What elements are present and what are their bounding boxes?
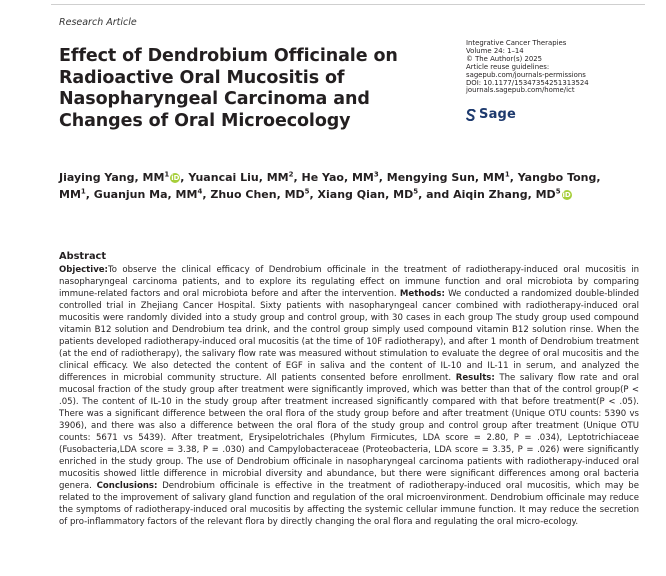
- author-name: He Yao, MM: [301, 171, 374, 184]
- conclusions-text: Dendrobium officinale is effective in the treatment of radiotherapy-induced oral mucositis, which may be related to the improvement of salivary gland function and regulation of the oral microenvironment. Dendrobium officinale may reduce the symptoms of radiotherapy-induced oral mucositis by affecting the systemic cellular immune function. It may reduce the secretion of pro-inflammatory factors of the relevant flora by directly changing the oral flora and regulating the oral micro-ecology.: [59, 481, 639, 527]
- journal-volume: Volume 24: 1–14: [466, 46, 524, 55]
- affiliation-number: 4: [197, 186, 203, 195]
- author-name: Yangbo Tong, MM: [59, 171, 601, 201]
- author-name: and Aiqin Zhang, MD: [426, 187, 556, 201]
- abstract-heading: Abstract: [59, 251, 107, 262]
- affiliation-number: 5: [304, 186, 310, 195]
- author-separator: ,: [180, 171, 189, 184]
- article-title: Effect of Dendrobium Officinale on Radioactive Oral Mucositis of Nasopharyngeal Carcinoma and Changes of Oral Microecology: [59, 46, 398, 131]
- author-list: [59, 170, 619, 203]
- author-entry: [318, 188, 427, 201]
- journal-name: Integrative Cancer Therapies: [466, 39, 567, 47]
- author-separator: ,: [509, 171, 518, 184]
- affiliation-number: 5: [413, 186, 419, 195]
- journal-homepage-link[interactable]: journals.sagepub.com/home/ict: [466, 86, 575, 95]
- publisher-name: Sage: [479, 107, 517, 122]
- permissions-link[interactable]: sagepub.com/journals-permissions: [466, 70, 586, 79]
- author-separator: ,: [309, 187, 318, 201]
- affiliation-number: 2: [288, 170, 294, 179]
- author-entry: [426, 188, 571, 201]
- affiliation-number: 5: [555, 186, 561, 195]
- affiliation-number: 1: [80, 186, 86, 195]
- author-separator: ,: [418, 187, 427, 201]
- author-separator: ,: [85, 187, 94, 201]
- author-entry: [59, 171, 188, 184]
- author-name: Zhuo Chen, MD: [210, 187, 305, 201]
- methods-text: We conducted a randomized double-blinded controlled trial in Zhejiang Cancer Hospital. Sixty patients with nasopharyngeal cancer combined with radiotherapy-induced oral mucositis were randomly divided into a study group and control group, with 30 cases in each group The study group used compound vitamin B12 solution and Dendrobium tea drink, and the control group simply used compound vitamin B12 solution rinse. When the patients developed radiotherapy-induced oral mucositis (at the time of 10F radiotherapy), and after 1 month of Dendrobium treatment (at the end of radiotherapy), the salivary flow rate was measured without stimulation to evaluate the degree of oral mucositis and the clinical efficacy. We also detected the content of EGF in saliva and the content of IL-10 and IL-11 in serum, and analyzed the differences in microbial community structure. All patients consented before enrollment.: [59, 289, 640, 383]
- results-label: Results:: [455, 373, 495, 383]
- doi-link[interactable]: DOI: 10.1177/15347354251313524: [466, 78, 589, 87]
- section-label: Research Article: [59, 17, 137, 28]
- author-separator: ,: [293, 171, 302, 184]
- author-separator: ,: [378, 171, 387, 184]
- conclusions-label: Conclusions:: [96, 481, 158, 491]
- author-name: Yuancai Liu, MM: [188, 171, 289, 184]
- reuse-label: Article reuse guidelines:: [466, 62, 550, 71]
- objective-text: To observe the clinical efficacy of Dendrobium officinale in the treatment of radiotherapy-induced oral mucositis in nasopharyngeal carcinoma patients, and to explore its regulating effect on immune function and oral microbiota by comparing immune-related factors and oral microbiota before and after the intervention.: [59, 265, 639, 299]
- orcid-icon[interactable]: iD: [562, 190, 571, 199]
- publisher-logo: [466, 107, 516, 122]
- author-name: Mengying Sun, MM: [386, 171, 505, 184]
- author-entry: [387, 171, 518, 184]
- author-entry: [94, 188, 211, 201]
- abstract-body: [59, 264, 639, 528]
- affiliation-number: 1: [504, 170, 510, 179]
- journal-metadata: [466, 40, 589, 95]
- author-name: Xiang Qian, MD: [317, 187, 414, 201]
- top-rule: [51, 4, 645, 5]
- orcid-icon[interactable]: iD: [171, 174, 180, 182]
- results-text: The salivary flow rate and oral mucosal fraction of the study group after treatment were significantly improved, which was better than that of the control group(P < .05). The content of IL-10 in the study group after treatment increased significantly compared with that before treatment(P < .05). There was a significant difference between the oral flora of the study group before and after treatment (Unique OTU counts: 5390 vs 3906), and there was also a difference between the oral flora of the study group and control group after treatment (Unique OTU counts: 5671 vs 5439). After treatment, Erysipelotrichales (Phylum Firmicutes, LDA score = 2.80, P = .034), Leptotrichiaceae (Fusobacteria,LDA score = 3.38, P = .030) and Campylobacteraceae (Proteobacteria, LDA score = 3.35, P = .026) were significantly enriched in the study group. The use of Dendrobium officinale in nasopharyngeal carcinoma patients with radiotherapy-induced oral mucositis showed little difference in microbial diversity and abundance, but there were significant differences among oral bacteria genera.: [59, 373, 640, 491]
- copyright-line: © The Author(s) 2025: [466, 54, 542, 63]
- author-entry: [210, 188, 317, 201]
- objective-label: Objective:: [59, 265, 108, 275]
- author-entry: [188, 171, 301, 184]
- sage-logo-icon: [466, 109, 476, 121]
- author-name: Guanjun Ma, MM: [93, 187, 198, 201]
- methods-label: Methods:: [399, 289, 445, 299]
- affiliation-number: 3: [373, 170, 379, 179]
- author-name: Jiaying Yang, MM: [59, 171, 165, 184]
- author-separator: ,: [202, 187, 211, 201]
- author-entry: [302, 171, 387, 184]
- affiliation-number: 1: [164, 170, 170, 179]
